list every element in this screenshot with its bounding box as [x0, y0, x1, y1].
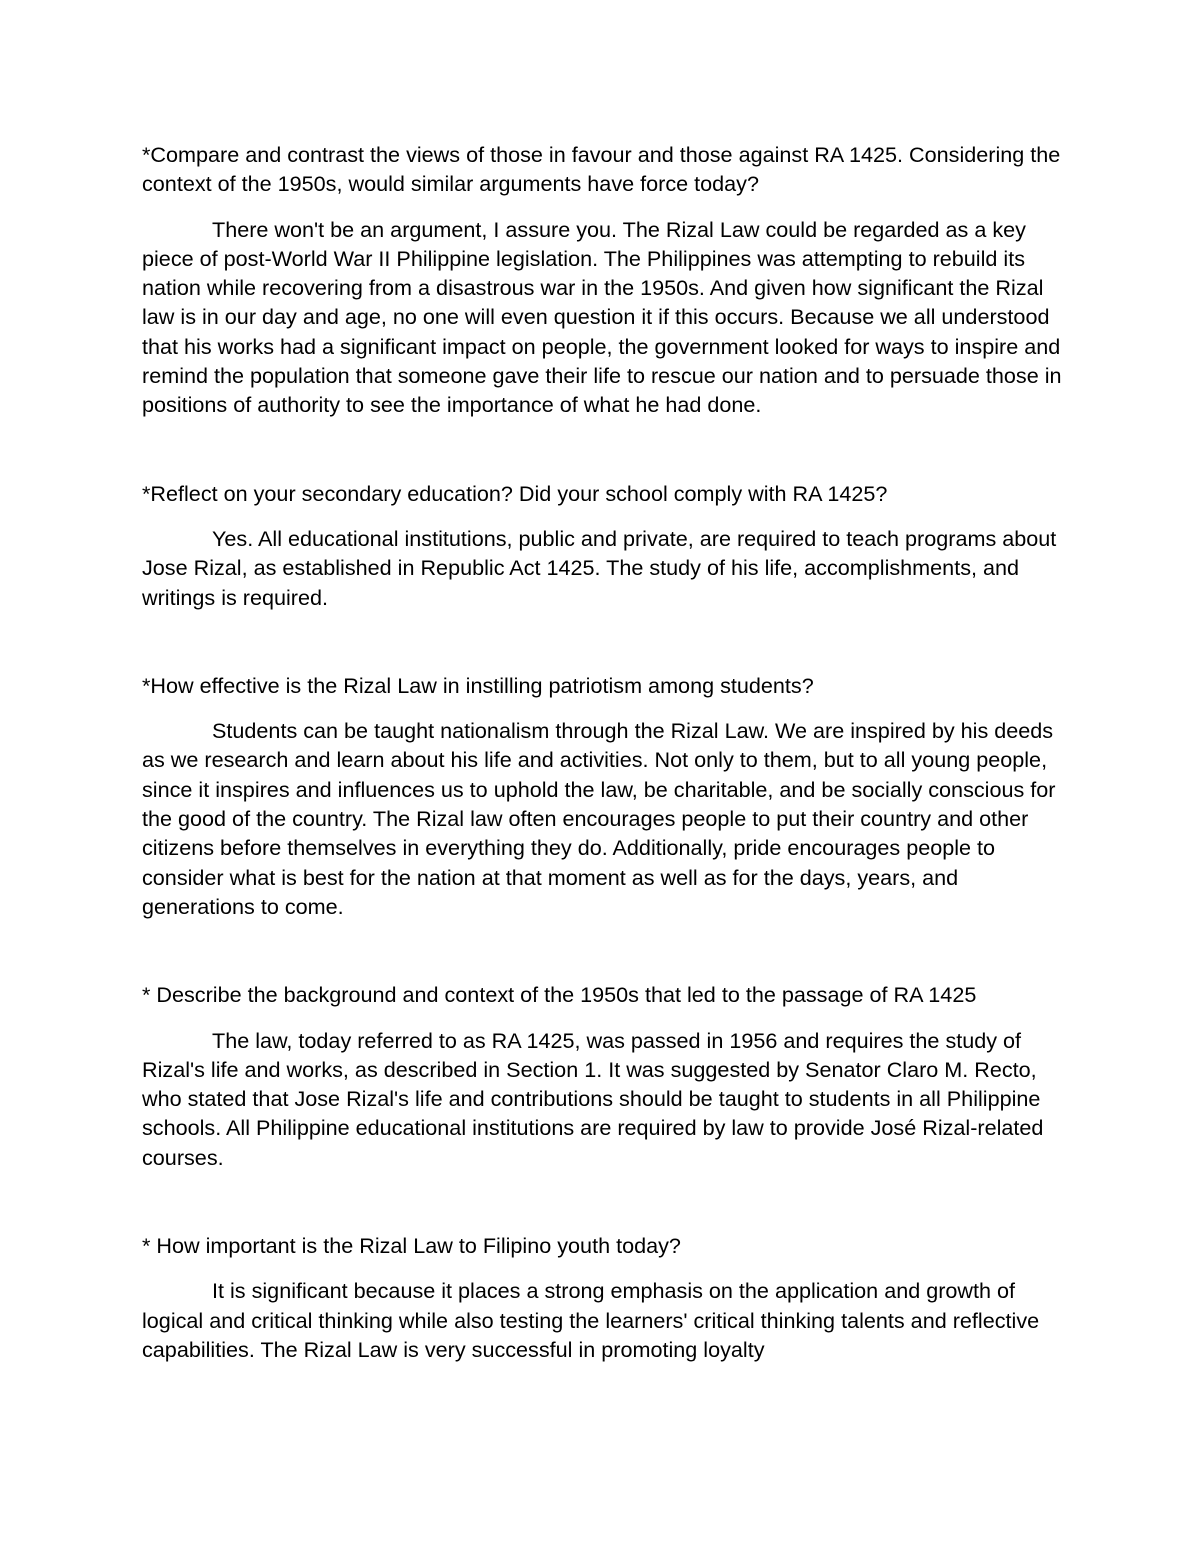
qa-section-5: [142, 1231, 1072, 1364]
question-text: * Describe the background and context of the 1950s that led to the passage of RA 1425: [142, 982, 977, 1008]
answer-paragraph: There won't be an argument, I assure you. The Rizal Law could be regarded as a key piece of post-World War II Philippine legislation. The Philippines was attempting to rebuild its nation while recovering from a disastrous war in the 1950s. And given how significant the Rizal law is in our day and age, no one will even question it if this occurs. Because we all understood that his works had a significant impact on people, the government looked for ways to inspire and remind the population that someone gave their life to rescue our nation and to persuade those in positions of authority to see the importance of what he had done.: [142, 216, 1062, 418]
answer-paragraph: Students can be taught nationalism through the Rizal Law. We are inspired by his deeds as we research and learn about his life and activities. Not only to them, but to all young people, since it inspires and influences us to uphold the law, be charitable, and be socially conscious for the good of the country. The Rizal law often encourages people to put their country and other citizens before themselves in everything they do. Additionally, pride encourages people to consider what is best for the nation at that moment as well as for the days, years, and generations to come.: [142, 718, 1056, 919]
answer-paragraph: The law, today referred to as RA 1425, was passed in 1956 and requires the study of Rizal's life and works, as described in Section 1. It was suggested by Senator Claro M. Recto, who stated that Jose Rizal's life and contributions should be taught to students in all Philippine schools. All Philippine educational institutions are required by law to provide José Rizal-related courses.: [142, 1027, 1044, 1170]
answer-paragraph: Yes. All educational institutions, public and private, are required to teach programs about Jose Rizal, as established in Republic Act 1425. The study of his life, accomplishments, and writings is required.: [142, 525, 1057, 610]
question-text: * How important is the Rizal Law to Filipino youth today?: [142, 1233, 681, 1259]
document-body: [142, 140, 1072, 1423]
question-text: *How effective is the Rizal Law in instilling patriotism among students?: [142, 672, 814, 698]
question-text: *Reflect on your secondary education? Did your school comply with RA 1425?: [142, 480, 888, 506]
qa-section-4: [142, 980, 1072, 1172]
qa-section-3: [142, 671, 1072, 921]
answer-paragraph: It is significant because it places a strong emphasis on the application and growth of logical and critical thinking while also testing the learners' critical thinking talents and reflective capabilities. The Rizal Law is very successful in promoting loyalty: [142, 1278, 1040, 1362]
question-text: *Compare and contrast the views of those in favour and those against RA 1425. Considering the context of the 1950s, would similar arguments have force today?: [142, 142, 1067, 197]
qa-section-1: [142, 140, 1072, 420]
qa-section-2: [142, 479, 1072, 612]
